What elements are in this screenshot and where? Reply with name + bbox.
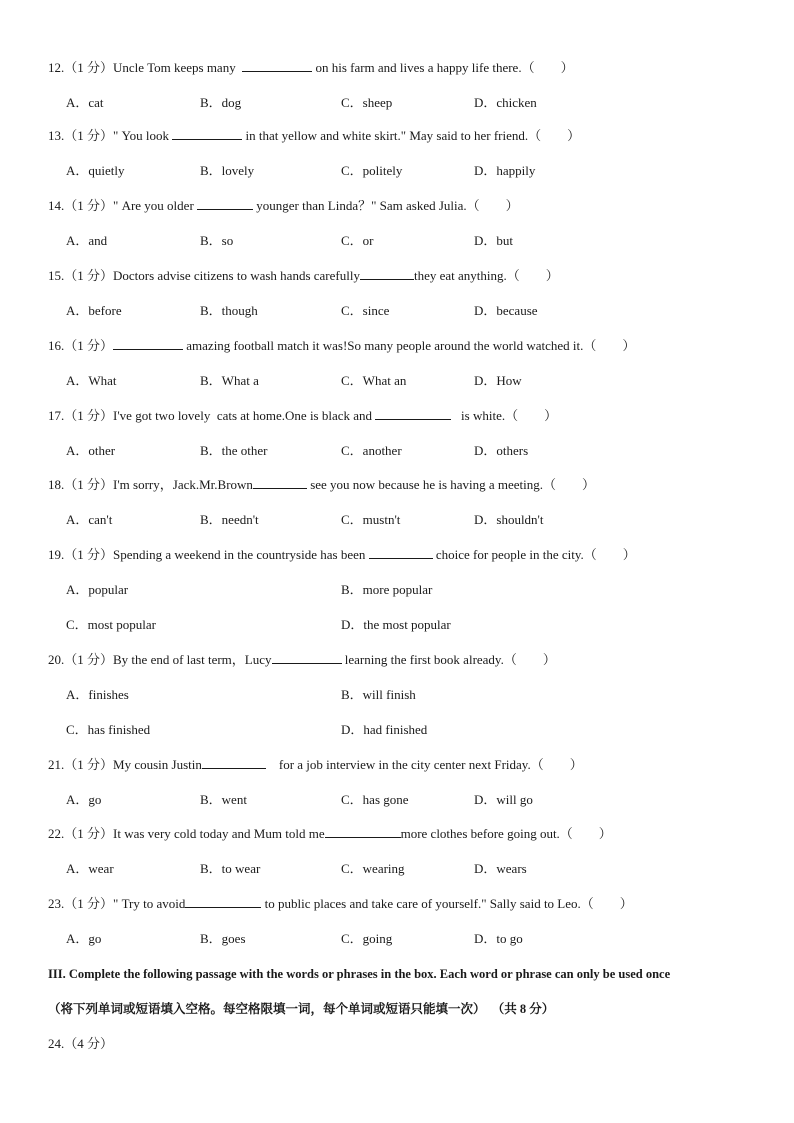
question-stem — [48, 547, 636, 563]
question-number: 22.（1 分） — [48, 826, 114, 841]
question-text-after: in that yellow and white skirt." May said to her friend.（ ） — [242, 128, 581, 143]
question-number: 16.（1 分） — [48, 338, 114, 353]
question-text-after: to public places and take care of yourself." Sally said to Leo.（ ） — [261, 896, 633, 911]
answer-option[interactable]: C．going — [341, 931, 393, 946]
answer-option[interactable]: B．lovely — [200, 163, 255, 178]
question-stem — [48, 652, 556, 668]
question-stem — [48, 198, 519, 214]
question-stem — [48, 408, 557, 424]
answer-option[interactable]: B．went — [200, 792, 247, 807]
answer-option[interactable]: D．wears — [474, 861, 527, 876]
question-text-before: Spending a weekend in the countryside has been — [113, 547, 369, 562]
answer-blank[interactable] — [202, 757, 266, 769]
question-text-after: they eat anything.（ ） — [413, 268, 559, 283]
answer-option[interactable]: D．shouldn't — [474, 512, 544, 527]
answer-option[interactable]: A．finishes — [66, 687, 129, 702]
answer-option[interactable]: A．quietly — [66, 163, 125, 178]
answer-option[interactable]: D．How — [474, 373, 522, 388]
answer-option[interactable]: C．or — [341, 233, 374, 248]
answer-option[interactable]: B．What a — [200, 373, 259, 388]
question-text-before: It was very cold today and Mum told me — [113, 826, 325, 841]
answer-blank[interactable] — [375, 408, 451, 420]
question-text-after: more clothes before going out.（ ） — [400, 826, 612, 841]
question-text-after: choice for people in the city.（ ） — [432, 547, 636, 562]
answer-option[interactable]: D．had finished — [341, 722, 428, 737]
question-stem — [48, 757, 583, 773]
question-number: 13.（1 分） — [48, 128, 114, 143]
answer-option[interactable]: D．but — [474, 233, 514, 248]
question-text-before: My cousin Justin — [113, 757, 202, 772]
answer-option[interactable]: C．since — [341, 303, 390, 318]
question-number: 17.（1 分） — [48, 408, 114, 423]
answer-blank[interactable] — [172, 128, 242, 140]
answer-blank[interactable] — [185, 896, 261, 908]
answer-option[interactable]: B．needn't — [200, 512, 259, 527]
question-number: 15.（1 分） — [48, 268, 114, 283]
answer-option[interactable]: C．mustn't — [341, 512, 401, 527]
answer-option[interactable]: D．to go — [474, 931, 523, 946]
question-number: 19.（1 分） — [48, 547, 114, 562]
question-text-before: I've got two lovely cats at home.One is black and — [113, 408, 376, 423]
answer-option[interactable]: C．has gone — [341, 792, 409, 807]
answer-option[interactable]: B．so — [200, 233, 234, 248]
answer-option[interactable]: A．go — [66, 931, 102, 946]
question-number: 12.（1 分） — [48, 60, 114, 75]
answer-option[interactable]: C．has finished — [66, 722, 151, 737]
question-number: 20.（1 分） — [48, 652, 114, 667]
answer-option[interactable]: D．chicken — [474, 95, 537, 110]
question-number: 21.（1 分） — [48, 757, 114, 772]
question-text-before: " You look — [113, 128, 173, 143]
section-instructions: （将下列单词或短语填入空格。每空格限填一词，每个单词或短语只能填一次） （共 8 分） — [48, 1002, 555, 1016]
answer-option[interactable]: A．wear — [66, 861, 114, 876]
answer-option[interactable]: C．most popular — [66, 617, 156, 632]
answer-option[interactable]: B．to wear — [200, 861, 261, 876]
answer-blank[interactable] — [197, 198, 253, 210]
question-text-before: Doctors advise citizens to wash hands carefully — [113, 268, 360, 283]
answer-option[interactable]: B．goes — [200, 931, 246, 946]
answer-blank[interactable] — [325, 826, 401, 838]
answer-option[interactable]: A．before — [66, 303, 122, 318]
answer-option[interactable]: C．wearing — [341, 861, 405, 876]
question-text-after: amazing football match it was!So many people around the world watched it.（ ） — [183, 338, 636, 353]
section-title: III. Complete the following passage with the words or phrases in the box. Each word or phrase can only be used once — [48, 967, 671, 981]
answer-option[interactable]: B．dog — [200, 95, 242, 110]
question-text-before: " Try to avoid — [113, 896, 186, 911]
question-text-after: for a job interview in the city center next Friday.（ ） — [265, 757, 583, 772]
question-number: 14.（1 分） — [48, 198, 114, 213]
answer-blank[interactable] — [113, 338, 183, 350]
answer-option[interactable]: A．and — [66, 233, 108, 248]
answer-option[interactable]: A．cat — [66, 95, 104, 110]
answer-blank[interactable] — [360, 268, 414, 280]
answer-option[interactable]: C．another — [341, 443, 402, 458]
answer-option[interactable]: D．will go — [474, 792, 533, 807]
question-stem — [48, 826, 612, 842]
question-stem — [48, 60, 574, 76]
question-text-before: " Are you older — [113, 198, 198, 213]
question-text-after: younger than Linda？" Sam asked Julia.（ ） — [253, 198, 519, 213]
answer-option[interactable]: B．more popular — [341, 582, 433, 597]
question-number: 24.（4 分） — [48, 1036, 114, 1051]
answer-option[interactable]: C．politely — [341, 163, 403, 178]
question-text-before: Uncle Tom keeps many — [113, 60, 243, 75]
answer-option[interactable]: A．other — [66, 443, 116, 458]
answer-blank[interactable] — [272, 652, 342, 664]
question-text-after: see you now because he is having a meeting.（ ） — [306, 477, 596, 492]
answer-blank[interactable] — [242, 60, 312, 72]
answer-option[interactable]: D．others — [474, 443, 529, 458]
answer-blank[interactable] — [369, 547, 433, 559]
answer-option[interactable]: D．because — [474, 303, 538, 318]
answer-option[interactable]: C．What an — [341, 373, 407, 388]
question-stem — [48, 338, 635, 354]
answer-option[interactable]: A．What — [66, 373, 117, 388]
answer-option[interactable]: B．the other — [200, 443, 268, 458]
question-text-after: is white.（ ） — [451, 408, 558, 423]
answer-option[interactable]: A．go — [66, 792, 102, 807]
question-stem — [48, 477, 595, 493]
answer-option[interactable]: B．though — [200, 303, 258, 318]
answer-option[interactable]: C．sheep — [341, 95, 393, 110]
answer-option[interactable]: D．happily — [474, 163, 536, 178]
answer-option[interactable]: A．popular — [66, 582, 129, 597]
question-text-before: I'm sorry，Jack.Mr.Brown — [113, 477, 253, 492]
answer-option[interactable]: A．can't — [66, 512, 113, 527]
answer-blank[interactable] — [253, 477, 307, 489]
question-stem — [48, 128, 580, 144]
question-stem — [48, 268, 559, 284]
question-number: 18.（1 分） — [48, 477, 114, 492]
question-text-after: on his farm and lives a happy life there.（ ） — [312, 60, 574, 75]
question-number: 23.（1 分） — [48, 896, 114, 911]
question-text-after: learning the first book already.（ ） — [341, 652, 556, 667]
question-stem — [48, 896, 633, 912]
answer-option[interactable]: B．will finish — [341, 687, 416, 702]
answer-option[interactable]: D．the most popular — [341, 617, 451, 632]
question-text-before: By the end of last term，Lucy — [113, 652, 272, 667]
